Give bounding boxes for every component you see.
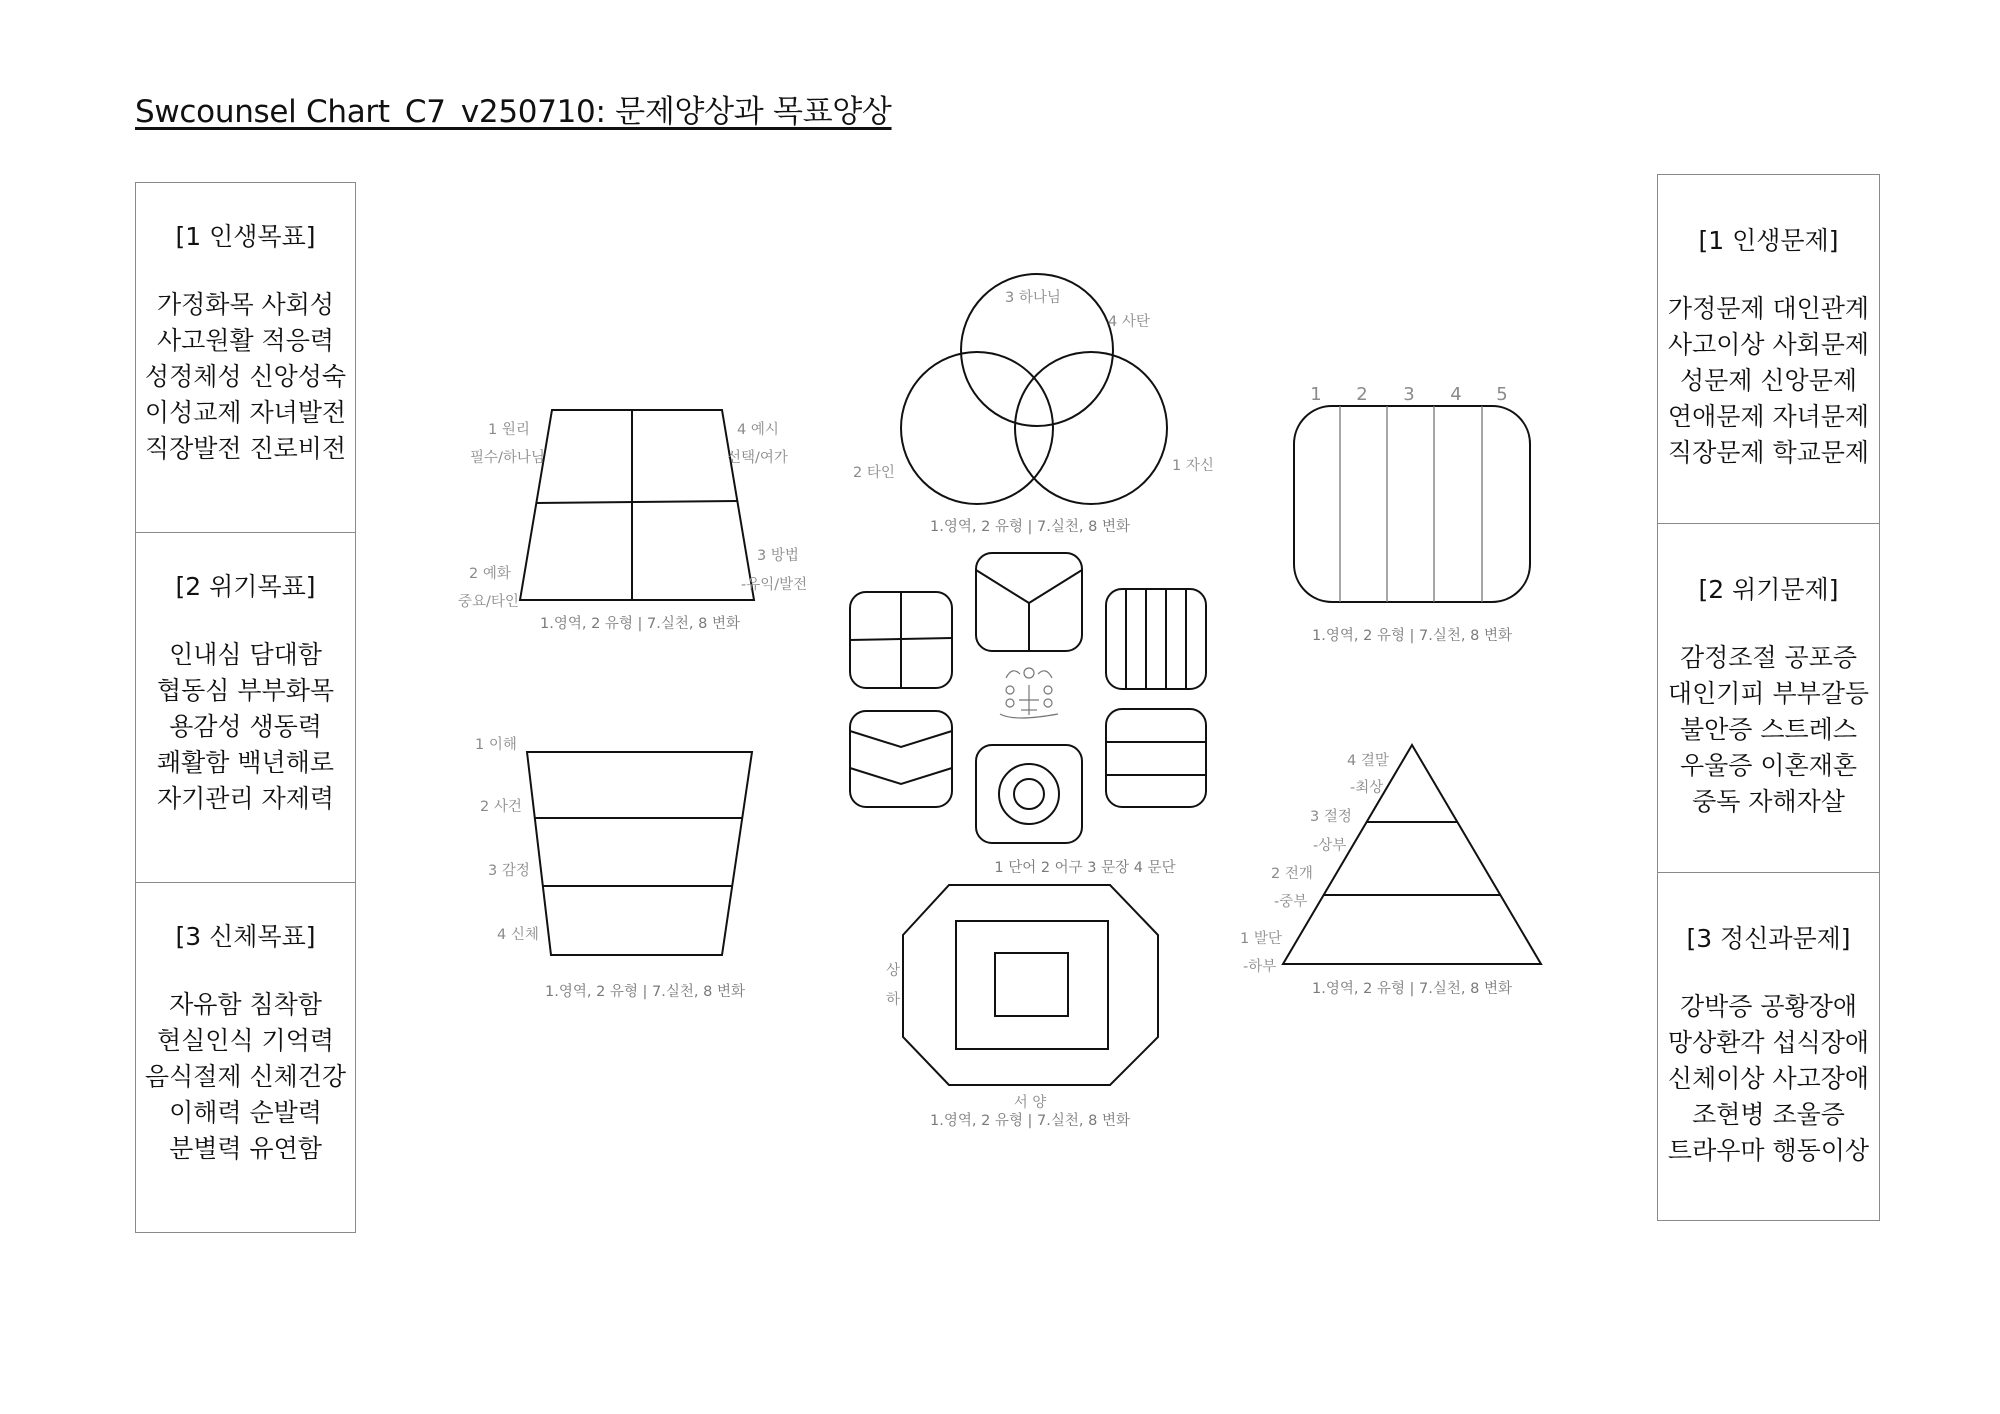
trapezoid-diagram	[458, 410, 807, 632]
list-item: 인내심 담대함	[169, 640, 322, 669]
list-item: 용감성 생동력	[169, 712, 322, 741]
trapezoid-label: 1 원리	[488, 422, 530, 438]
tile-target	[976, 745, 1082, 843]
trapezoid-label: 3 방법	[757, 548, 799, 564]
venn-caption: 1.영역, 2 유형 | 7.실천, 8 변화	[930, 519, 1130, 535]
cup-label: 1 이해	[475, 737, 517, 753]
list-item: 감정조절 공포증	[1680, 643, 1857, 672]
list-item: 직장발전 진로비전	[144, 434, 347, 463]
list-item: 트라우마 행동이상	[1667, 1136, 1870, 1165]
list-item: 직장문제 학교문제	[1667, 438, 1870, 467]
tile-horizontal	[1106, 709, 1206, 807]
cup-label: 3 감정	[488, 863, 530, 879]
octagon-diagram	[886, 885, 1158, 1129]
list-item: 연애문제 자녀문제	[1667, 402, 1870, 431]
tile-stripes	[1106, 589, 1206, 689]
center-caption: 1 단어 2 어구 3 문장 4 문단	[994, 860, 1176, 876]
trapezoid-label: 선택/여가	[727, 450, 788, 466]
list-item: 가정화목 사회성	[157, 290, 334, 319]
section-title: [2 위기목표]	[175, 572, 316, 601]
section-title: [1 인생문제]	[1698, 226, 1839, 255]
list-item: 불안증 스트레스	[1680, 715, 1857, 744]
octagon-label-up: 상	[886, 963, 901, 979]
emblem-icon	[1000, 668, 1058, 718]
trapezoid-label: 2 예화	[469, 566, 511, 582]
list-item: 대인기피 부부갈등	[1667, 679, 1870, 708]
list-item: 협동심 부부화목	[157, 676, 334, 705]
octagon-caption: 1.영역, 2 유형 | 7.실천, 8 변화	[930, 1113, 1130, 1129]
list-item: 가정문제 대인관계	[1667, 294, 1870, 323]
list-item: 현실인식 기억력	[157, 1026, 334, 1055]
venn-label-right: 1 자신	[1172, 458, 1214, 474]
pyramid-label: 2 전개	[1271, 866, 1313, 882]
pyramid-label: -상부	[1313, 838, 1347, 854]
list-item: 성정체성 신앙성숙	[144, 362, 347, 391]
center-tiles	[850, 553, 1206, 876]
list-item: 조현병 조울증	[1692, 1100, 1845, 1129]
column-number: 2	[1356, 384, 1368, 405]
trapezoid-label: 중요/타인	[458, 594, 519, 610]
cup-caption: 1.영역, 2 유형 | 7.실천, 8 변화	[545, 984, 745, 1000]
trapezoid-label: 4 예시	[737, 422, 779, 438]
pyramid-label: 3 절정	[1310, 809, 1352, 825]
pyramid-caption: 1.영역, 2 유형 | 7.실천, 8 변화	[1312, 981, 1512, 997]
trapezoid-label: 필수/하나님	[470, 450, 545, 466]
list-item: 사고이상 사회문제	[1667, 330, 1870, 359]
columns-caption: 1.영역, 2 유형 | 7.실천, 8 변화	[1312, 628, 1512, 644]
list-item: 이성교제 자녀발전	[144, 398, 347, 427]
pyramid-label: -중부	[1274, 894, 1308, 910]
list-item: 우울증 이혼재혼	[1680, 751, 1857, 780]
tile-quadrants	[850, 592, 952, 688]
column-number: 3	[1403, 384, 1415, 405]
trapezoid-label: -유익/발전	[741, 577, 808, 593]
venn-label-top: 3 하나님	[1005, 290, 1061, 306]
list-item: 중독 자해자살	[1692, 787, 1845, 816]
pyramid-label: 4 결말	[1347, 753, 1389, 769]
tile-chevrons	[850, 711, 952, 807]
venn-diagram	[853, 274, 1214, 535]
column-number: 4	[1450, 384, 1462, 405]
column-number: 5	[1496, 384, 1508, 405]
list-item: 이해력 순발력	[169, 1098, 322, 1127]
section-title: [1 인생목표]	[175, 222, 316, 251]
pyramid-label: 1 발단	[1240, 931, 1282, 947]
pyramid-label: -최상	[1350, 780, 1384, 796]
list-item: 망상환각 섭식장애	[1667, 1028, 1870, 1057]
octagon-label-bottom: 서 양	[1013, 1095, 1047, 1111]
venn-label-top-right: 4 사탄	[1108, 314, 1150, 330]
cup-diagram	[475, 735, 752, 1000]
list-item: 신체이상 사고장애	[1667, 1064, 1870, 1093]
section-title: [3 정신과문제]	[1686, 924, 1851, 953]
list-item: 쾌활함 백년해로	[157, 748, 334, 777]
section-title: [3 신체목표]	[175, 922, 316, 951]
list-item: 성문제 신앙문제	[1680, 366, 1857, 395]
cup-label: 2 사건	[480, 799, 522, 815]
list-item: 분별력 유연함	[169, 1134, 322, 1163]
cup-label: 4 신체	[497, 927, 539, 943]
list-item: 강박증 공황장애	[1680, 992, 1857, 1021]
list-item: 자기관리 자제력	[157, 784, 334, 813]
column-number: 1	[1310, 384, 1322, 405]
trapezoid-caption: 1.영역, 2 유형 | 7.실천, 8 변화	[540, 616, 740, 632]
tile-y	[976, 553, 1082, 651]
list-item: 사고원활 적응력	[157, 326, 334, 355]
venn-label-left: 2 타인	[853, 465, 895, 481]
pyramid-diagram	[1240, 745, 1541, 997]
pyramid-label: -하부	[1243, 959, 1277, 975]
list-item: 음식절제 신체건강	[144, 1062, 347, 1091]
page-title: Swcounsel Chart_C7_v250710: 문제양상과 목표양상	[135, 94, 892, 130]
octagon-label-down: 하	[886, 992, 901, 1008]
columns-diagram	[1294, 384, 1530, 644]
section-title: [2 위기문제]	[1698, 575, 1839, 604]
list-item: 자유함 침착함	[169, 990, 322, 1019]
